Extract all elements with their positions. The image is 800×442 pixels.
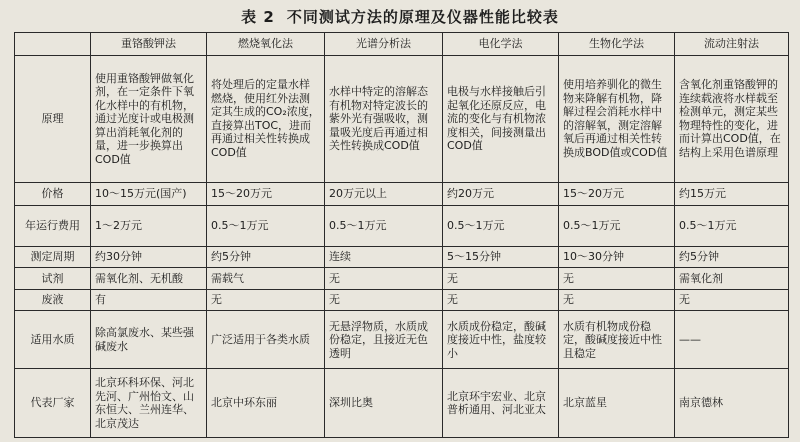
table-row: [15, 311, 789, 369]
table-cell: 20万元以上: [325, 182, 443, 206]
table-cell: 使用培养驯化的微生物来降解有机物，降解过程会消耗水样中的溶解氧，测定溶解氧后再通过相关性转换成BOD值或COD值: [559, 56, 675, 183]
table-cell: 约30分钟: [91, 246, 207, 267]
table-cell: 无: [559, 268, 675, 289]
header-cell-method: 重铬酸钾法: [91, 33, 207, 56]
table-cell: 有: [91, 289, 207, 310]
table-cell: 0.5～1万元: [675, 206, 789, 247]
table-row: [15, 289, 789, 310]
table-cell: 无: [325, 289, 443, 310]
header-cell-method: 电化学法: [443, 33, 559, 56]
table-row: [15, 56, 789, 183]
table-cell: 0.5～1万元: [207, 206, 325, 247]
table-cell: 15～20万元: [207, 182, 325, 206]
row-label: 适用水质: [15, 311, 91, 369]
table-cell: 1～2万元: [91, 206, 207, 247]
table-cell: 电极与水样接触后引起氧化还原反应，电流的变化与有机物浓度相关，间接测量出COD值: [443, 56, 559, 183]
row-label: 年运行费用: [15, 206, 91, 247]
table-cell: 10～15万元(国产): [91, 182, 207, 206]
table-cell: 5～15分钟: [443, 246, 559, 267]
table-cell: 0.5～1万元: [443, 206, 559, 247]
table-cell: 北京中环东丽: [207, 369, 325, 438]
header-cell-method: 生物化学法: [559, 33, 675, 56]
header-cell-method: 燃烧氧化法: [207, 33, 325, 56]
table-cell: 深圳比奥: [325, 369, 443, 438]
row-label: 试剂: [15, 268, 91, 289]
table-cell: 连续: [325, 246, 443, 267]
table-title: 不同测试方法的原理及仪器性能比较表: [286, 8, 559, 26]
table-number: 表 2: [241, 8, 275, 26]
header-cell-corner: [15, 33, 91, 56]
table-cell: 约20万元: [443, 182, 559, 206]
table-cell: 需氧化剂: [675, 268, 789, 289]
table-row: [15, 369, 789, 438]
table-cell: 广泛适用于各类水质: [207, 311, 325, 369]
table-cell: 约5分钟: [675, 246, 789, 267]
row-label: 测定周期: [15, 246, 91, 267]
table-cell: 10～30分钟: [559, 246, 675, 267]
table-cell: 0.5～1万元: [559, 206, 675, 247]
table-cell: 北京环科环保、河北先河、广州怡文、山东恒大、兰州连华、北京茂达: [91, 369, 207, 438]
table-cell: ——: [675, 311, 789, 369]
table-row: [15, 182, 789, 206]
table-cell: 无悬浮物质，水质成份稳定，且接近无色透明: [325, 311, 443, 369]
table-cell: 无: [443, 268, 559, 289]
table-row: [15, 206, 789, 247]
table-cell: 除高氯废水、某些强碱废水: [91, 311, 207, 369]
table-caption: [0, 4, 800, 30]
table-cell: 水质成份稳定，酸碱度接近中性，盐度较小: [443, 311, 559, 369]
table-cell: 15～20万元: [559, 182, 675, 206]
table-cell: 无: [207, 289, 325, 310]
table-cell: 无: [443, 289, 559, 310]
table-row: [15, 268, 789, 289]
row-label: 原理: [15, 56, 91, 183]
table-cell: 需氧化剂、无机酸: [91, 268, 207, 289]
table-cell: 无: [675, 289, 789, 310]
table-cell: 水样中特定的溶解态有机物对特定波长的紫外光有强吸收，测量吸光度后再通过相关性转换成COD值: [325, 56, 443, 183]
header-cell-method: 光谱分析法: [325, 33, 443, 56]
table-cell: 需载气: [207, 268, 325, 289]
comparison-table: [14, 32, 789, 438]
row-label: 废液: [15, 289, 91, 310]
table-cell: 0.5～1万元: [325, 206, 443, 247]
table-cell: 北京环宇宏业、北京普析通用、河北亚太: [443, 369, 559, 438]
table-cell: 南京德林: [675, 369, 789, 438]
row-label: 代表厂家: [15, 369, 91, 438]
table-cell: 无: [325, 268, 443, 289]
header-row: [15, 33, 789, 56]
table-cell: 北京蓝星: [559, 369, 675, 438]
table-row: [15, 246, 789, 267]
table-cell: 含氧化剂重铬酸钾的连续载液将水样载至检测单元，测定某些物理特性的变化，进而计算出COD值，在结构上采用色谱原理: [675, 56, 789, 183]
table-cell: 约5分钟: [207, 246, 325, 267]
table-cell: 水质有机物成份稳定，酸碱度接近中性且稳定: [559, 311, 675, 369]
row-label: 价格: [15, 182, 91, 206]
table-cell: 无: [559, 289, 675, 310]
header-cell-method: 流动注射法: [675, 33, 789, 56]
table-cell: 将处理后的定量水样燃烧，使用红外法测定其生成的CO₂浓度，直接算出TOC，进而再通过相关性转换成COD值: [207, 56, 325, 183]
table-cell: 使用重铬酸钾做氧化剂，在一定条件下氧化水样中的有机物，通过光度计或电极测算出消耗氧化剂的量，进一步换算出COD值: [91, 56, 207, 183]
table-cell: 约15万元: [675, 182, 789, 206]
